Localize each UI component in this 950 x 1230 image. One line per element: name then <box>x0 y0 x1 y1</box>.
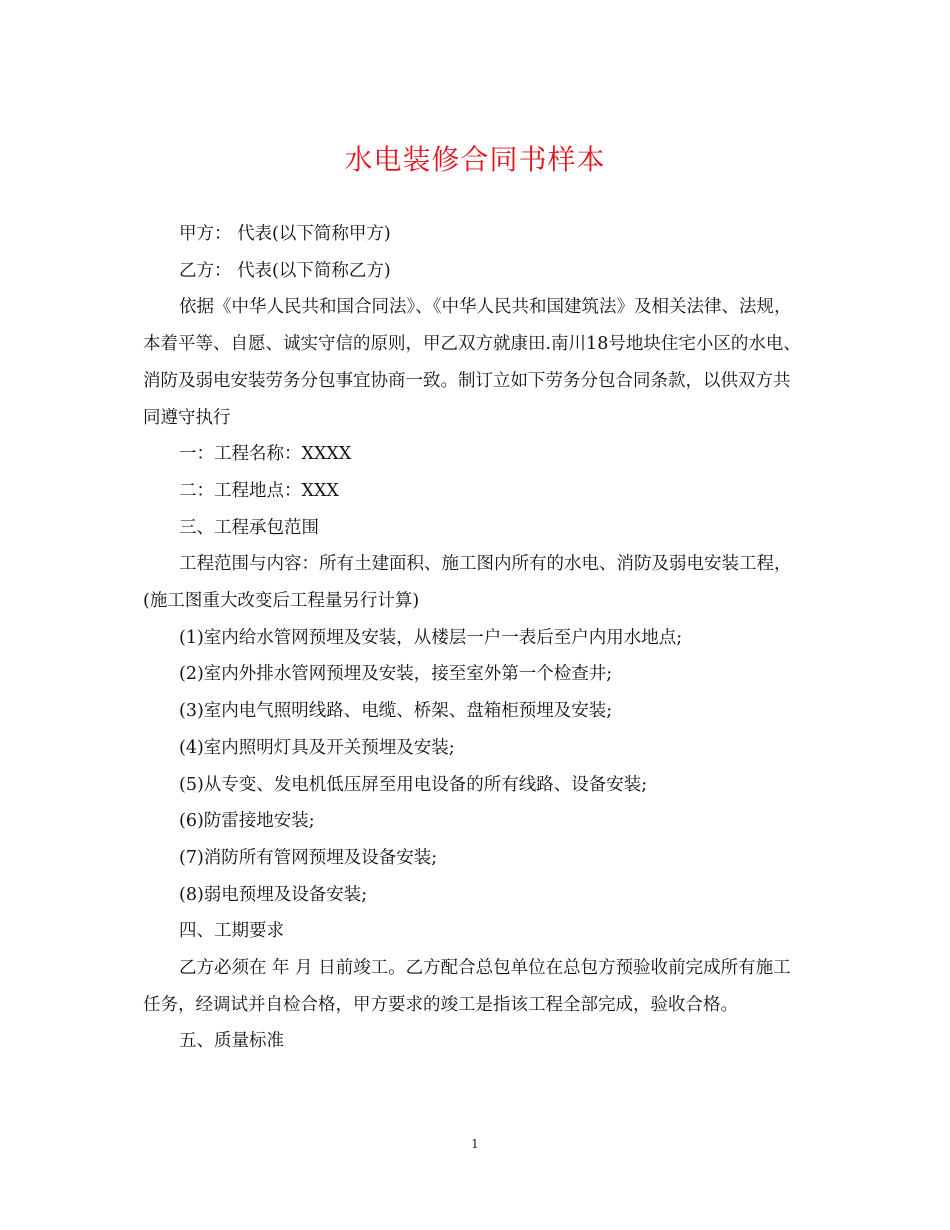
scope-item-1: (1)室内给水管网预埋及安装，从楼层一户一表后至户内用水地点; <box>179 627 683 648</box>
preamble-paragraph: 依据《中华人民共和国合同法》、《中华人民共和国建筑法》及相关法律、法规，本着平等、自愿、诚实守信的原则，甲乙双方就康田.南川18号地块住宅小区的水电、消防及弱电安装劳务分包事宜协商一致。制订立如下劳务分包合同条款，以供双方共同遵守执行 <box>143 297 801 428</box>
project-location-line: 二：工程地点：XXX <box>179 480 339 501</box>
scope-item-3: (3)室内电气照明线路、电缆、桥架、盘箱柜预埋及安装; <box>179 701 613 722</box>
document-title: 水电装修合同书样本 <box>344 143 606 176</box>
party-a-line: 甲方： 代表(以下简称甲方) <box>179 224 391 244</box>
schedule-paragraph: 乙方必须在 年 月 日前竣工。乙方配合总包单位在总包方预验收前完成所有施工任务，经调试并自检合格，甲方要求的竣工是指该工程全部完成，验收合格。 <box>143 958 791 1015</box>
scope-item-5: (5)从专变、发电机低压屏至用电设备的所有线路、设备安装; <box>179 774 648 795</box>
scope-item-6: (6)防雷接地安装; <box>179 811 315 832</box>
scope-item-4: (4)室内照明灯具及开关预埋及安装; <box>179 737 455 758</box>
party-b-line: 乙方： 代表(以下简称乙方) <box>179 260 391 281</box>
scope-paragraph: 工程范围与内容：所有土建面积、施工图内所有的水电、消防及弱电安装工程，(施工图重大改变后工程量另行计算) <box>143 554 792 612</box>
scope-item-2: (2)室内外排水管网预埋及安装，接至室外第一个检查井; <box>179 664 613 685</box>
document-body <box>143 216 803 1060</box>
project-name-line: 一：工程名称：XXXX <box>179 444 352 465</box>
section-heading-scope: 三、工程承包范围 <box>179 517 319 538</box>
scope-item-8: (8)弱电预埋及设备安装; <box>179 884 368 905</box>
page-number: 1 <box>471 1137 479 1151</box>
section-heading-schedule: 四、工期要求 <box>179 921 284 942</box>
scope-item-7: (7)消防所有管网预埋及设备安装; <box>179 847 438 868</box>
section-heading-quality: 五、质量标准 <box>179 1031 284 1052</box>
